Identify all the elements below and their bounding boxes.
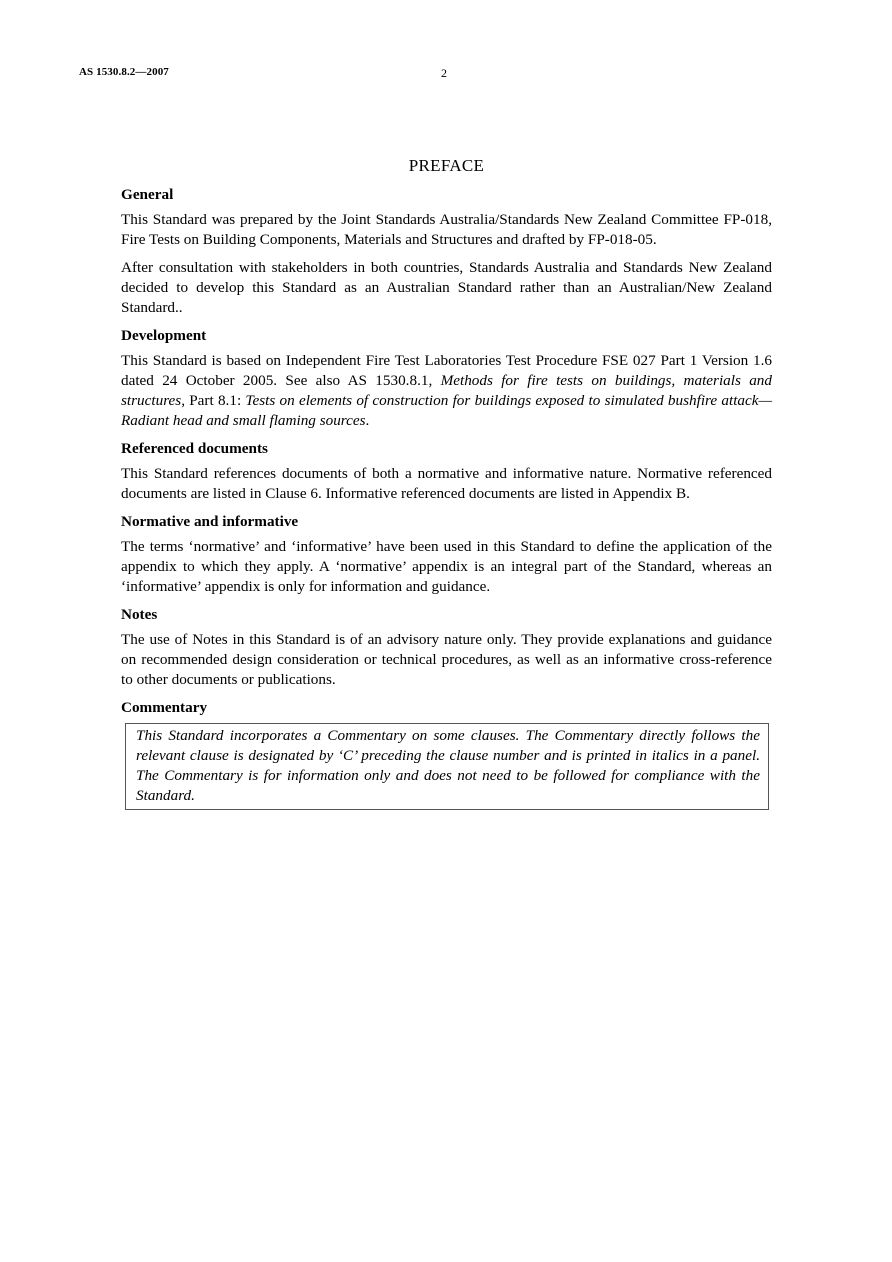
paragraph-development <box>121 351 772 431</box>
section-heading-development: Development <box>121 327 207 344</box>
running-header <box>79 66 813 82</box>
commentary-panel: This Standard incorporates a Commentary on some clauses. The Commentary directly follows the relevant clause is designated by ‘C’ preceding the clause number and is printed in italics in a panel. The Commentary is for information only and does not need to be followed for compliance with the Standard. <box>125 723 769 810</box>
development-part-title: Tests on elements of construction for buildings exposed to simulated bushfire attack—Radiant head and small flaming sources <box>121 392 772 429</box>
document-identifier: AS 1530.8.2—2007 <box>79 66 169 78</box>
paragraph-general-1: This Standard was prepared by the Joint Standards Australia/Standards New Zealand Committee FP-018, Fire Tests on Building Components, Materials and Structures and drafted by FP-018-05. <box>121 211 772 248</box>
development-text-c: . <box>365 412 370 429</box>
section-heading-commentary: Commentary <box>121 699 208 716</box>
development-title-8-1: Methods for fire tests on buildings, materials and structures <box>121 372 772 409</box>
paragraph-normative-informative: The terms ‘normative’ and ‘informative’ have been used in this Standard to define the application of the appendix to which they apply. A ‘normative’ appendix is an integral part of the Standard, whereas an ‘informative’ appendix is only for information and guidance. <box>121 538 772 595</box>
section-heading-referenced-documents: Referenced documents <box>121 440 268 457</box>
paragraph-referenced-documents: This Standard references documents of both a normative and informative nature. Normative referenced documents are listed in Clause 6. Informative referenced documents are listed in Appendix B. <box>121 465 772 502</box>
page-title: PREFACE <box>408 156 485 175</box>
section-heading-general: General <box>121 186 174 203</box>
section-heading-normative-informative: Normative and informative <box>121 513 299 530</box>
development-text-b: , Part 8.1: <box>181 392 246 409</box>
development-text-a: This Standard is based on Independent Fire Test Laboratories Test Procedure FSE 027 Part 1 Version 1.6 dated 24 October 2005. See also AS 1530.8.1, <box>121 352 772 389</box>
paragraph-general-2: After consultation with stakeholders in both countries, Standards Australia and Standards New Zealand decided to develop this Standard as an Australian Standard rather than an Australian/New Zealand Standard.. <box>121 259 772 316</box>
page-number: 2 <box>441 66 447 80</box>
section-heading-notes: Notes <box>121 606 158 623</box>
preface-body <box>121 156 772 810</box>
paragraph-notes: The use of Notes in this Standard is of an advisory nature only. They provide explanations and guidance on recommended design consideration or technical procedures, as well as an informative cross-reference to other documents or publications. <box>121 631 772 688</box>
